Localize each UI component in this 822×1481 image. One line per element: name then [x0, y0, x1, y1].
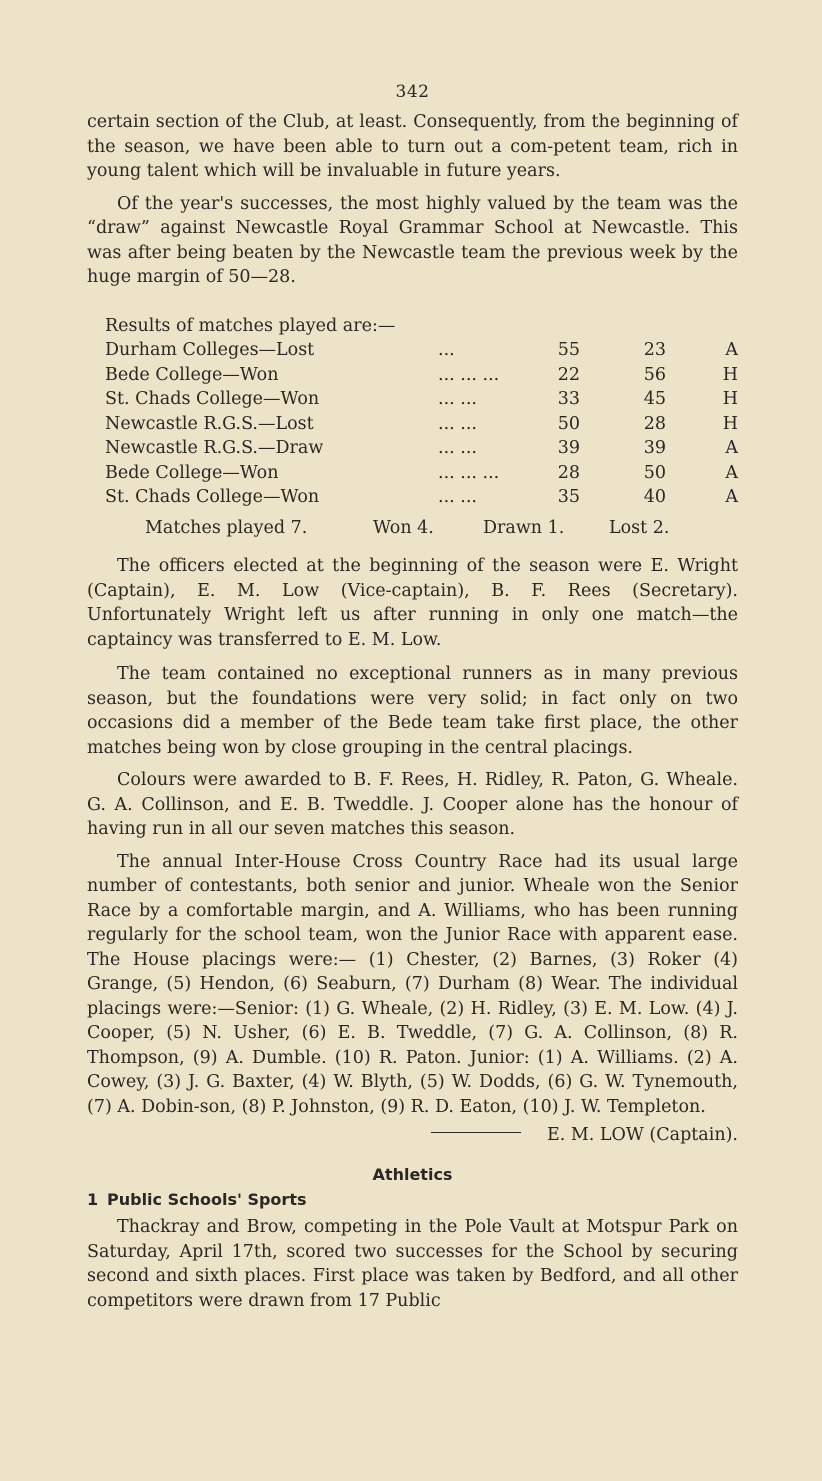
summary-lost: Lost 2.	[609, 517, 670, 538]
results-score-bede: 35	[557, 487, 580, 507]
results-venue: H	[722, 413, 738, 434]
paragraph: certain section of the Club, at least. Consequently, from the beginning of the season, we have been able to turn out a com-petent team, rich in young talent which will be invaluable in future years.	[87, 112, 738, 181]
results-dots: ... ... ...	[438, 462, 500, 483]
results-dots: ... ...	[438, 413, 477, 434]
results-venue: H	[722, 389, 738, 409]
results-score-bede: 55	[557, 340, 580, 360]
results-row	[87, 436, 738, 461]
paragraph: The annual Inter-House Cross Country Race had its usual large number of contestants, both senior and junior. Wheale won the Senior Race by a comfortable margin, and A. Williams, who has been running regularly for the school team, won the Junior Race with apparent ease. The House placings were:— (1) Chester, (2) Barnes, (3) Roker (4) Grange, (5) Hendon, (6) Seaburn, (7) Durham (8) Wear. The individual placings were:—Senior: (1) G. Wheale, (2) H. Ridley, (3) E. M. Low. (4) J. Cooper, (5) N. Usher, (6) E. B. Tweddle, (7) G. A. Collinson, (8) R. Thompson, (9) A. Dumble. (10) R. Paton. Junior: (1) A. Williams. (2) A. Cowey, (3) J. G. Baxter, (4) W. Blyth, (5) W. Dodds, (6) G. W. Tynemouth, (7) A. Dobin-son, (8) P. Johnston, (9) R. D. Eaton, (10) J. W. Templeton.	[87, 851, 738, 1117]
results-row	[87, 412, 738, 437]
results-dots: ... ... ...	[438, 364, 500, 385]
results-score-bede: 22	[557, 364, 580, 385]
paragraph: The team contained no exceptional runners as in many previous season, but the foundations were very solid; in fact only on two occasions did a member of the Bede team take first place, the other matches being won by close grouping in the central placings.	[87, 664, 738, 758]
results-team: Newcastle R.G.S.—Draw	[105, 438, 324, 458]
results-score-opponent: 50	[643, 462, 666, 483]
results-team: Durham Colleges—Lost	[105, 340, 315, 360]
results-score-opponent: 23	[643, 340, 666, 360]
signoff-rule	[431, 1132, 521, 1133]
results-score-opponent: 45	[643, 389, 666, 409]
results-table	[87, 314, 738, 541]
results-row	[87, 363, 738, 388]
signoff-text: E. M. LOW (Captain).	[546, 1125, 738, 1145]
section-heading: Athletics	[372, 1165, 453, 1184]
results-venue: A	[725, 340, 738, 360]
results-team: Newcastle R.G.S.—Lost	[105, 413, 314, 434]
results-score-bede: 50	[557, 413, 580, 434]
results-dots: ... ...	[438, 487, 477, 507]
results-score-bede: 33	[557, 389, 580, 409]
results-row	[87, 387, 738, 412]
paragraph: Of the year's successes, the most highly valued by the team was the “draw” against Newcastle Royal Grammar School at Newcastle. This was after being beaten by the Newcastle team the previous week by the huge margin of 50—28.	[87, 193, 738, 287]
summary-played: Matches played 7.	[145, 517, 308, 538]
results-score-opponent: 40	[643, 487, 666, 507]
results-team: Bede College—Won	[105, 364, 279, 385]
page-number: 342	[395, 82, 430, 102]
results-score-opponent: 56	[643, 364, 666, 385]
results-dots: ... ...	[438, 389, 477, 409]
paragraph: Thackray and Brow, competing in the Pole Vault at Motspur Park on Saturday, April 17th, scored two successes for the School by securing second and sixth places. First place was taken by Bedford, and all other competitors were drawn from 17 Public	[87, 1217, 738, 1311]
results-row	[87, 461, 738, 486]
results-score-opponent: 39	[643, 438, 666, 458]
results-score-bede: 28	[557, 462, 580, 483]
results-row	[87, 485, 738, 510]
signoff	[87, 1125, 738, 1145]
results-rows	[87, 338, 738, 510]
summary-won: Won 4.	[373, 517, 434, 538]
results-row	[87, 338, 738, 363]
results-venue: A	[725, 487, 738, 507]
results-dots: ...	[438, 340, 455, 360]
summary-drawn: Drawn 1.	[483, 517, 565, 538]
results-venue: H	[722, 364, 738, 385]
results-score-opponent: 28	[643, 413, 666, 434]
results-team: St. Chads College—Won	[105, 487, 320, 507]
results-summary	[87, 516, 738, 541]
results-team: Bede College—Won	[105, 462, 279, 483]
results-venue: A	[725, 438, 738, 458]
sub-heading-title: Public Schools' Sports	[107, 1190, 307, 1209]
paragraph: The officers elected at the beginning of the season were E. Wright (Captain), E. M. Low (Vice-captain), B. F. Rees (Secretary). Unfortunately Wright left us after running in only one match—the captaincy was transferred to E. M. Low.	[87, 556, 738, 650]
sub-heading-number: 1	[87, 1190, 99, 1209]
results-venue: A	[725, 462, 738, 483]
results-score-bede: 39	[557, 438, 580, 458]
paragraph: Colours were awarded to B. F. Rees, H. Ridley, R. Paton, G. Wheale. G. A. Collinson, and E. B. Tweddle. J. Cooper alone has the honour of having run in all our seven matches this season.	[87, 770, 738, 839]
results-team: St. Chads College—Won	[105, 389, 320, 409]
results-heading: Results of matches played are:—	[105, 315, 396, 336]
results-dots: ... ...	[438, 438, 477, 458]
sub-heading	[87, 1190, 738, 1209]
